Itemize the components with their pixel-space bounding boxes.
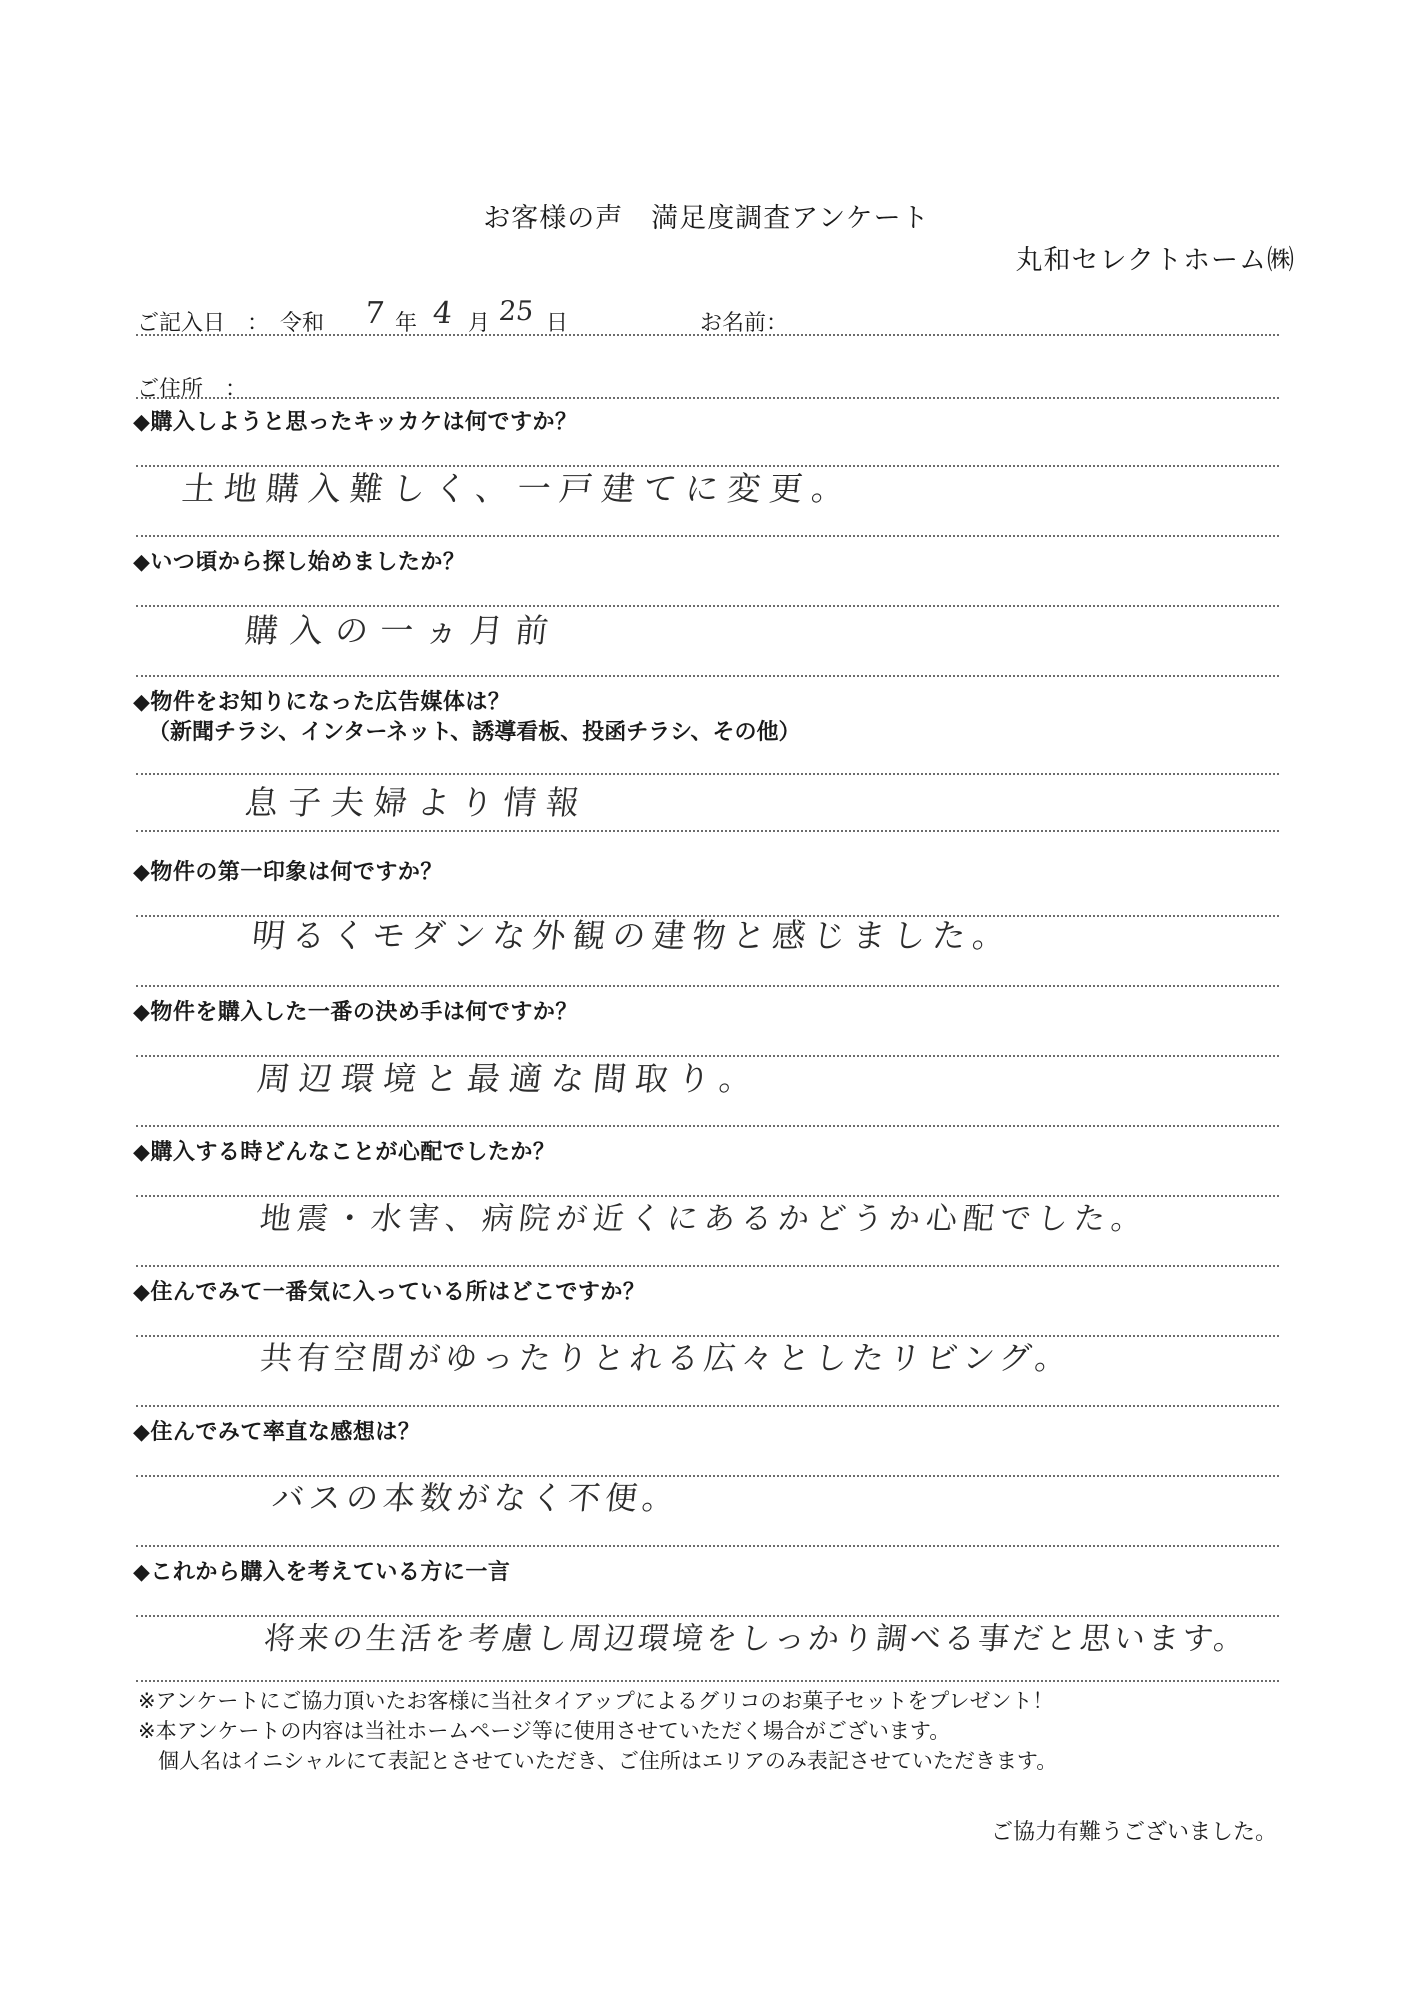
answer-line-1b	[136, 535, 1279, 537]
question-7: ◆住んでみて一番気に入っている所はどこですか？	[133, 1280, 646, 1305]
survey-title: お客様の声 満足度調査アンケート	[483, 203, 930, 234]
answer-1: 土地購入難しく、一戸建てに変更。	[180, 469, 856, 508]
answer-line-6b	[136, 1265, 1279, 1267]
answer-line-5b	[136, 1125, 1279, 1127]
answer-line-9b	[136, 1680, 1279, 1682]
question-1: ◆購入しようと思ったキッカケは何ですか？	[133, 410, 578, 435]
question-3: ◆物件をお知りになった広告媒体は？	[133, 690, 511, 715]
answer-6: 地震・水害、病院が近くにあるかどうか心配でした。	[258, 1201, 1150, 1237]
name-label: お名前：	[700, 311, 789, 336]
question-8: ◆住んでみて率直な感想は？	[133, 1420, 421, 1445]
address-line	[136, 397, 1279, 399]
answer-2: 購入の一ヵ月前	[243, 611, 563, 650]
date-name-line	[136, 334, 1279, 336]
question-3-options: （新聞チラシ、インターネット、誘導看板、投函チラシ、その他）	[148, 720, 801, 745]
answer-8: バスの本数がなく不便。	[270, 1479, 682, 1517]
thanks-message: ご協力有難うございました。	[990, 1820, 1277, 1845]
question-6: ◆購入する時どんなことが心配でしたか？	[133, 1140, 556, 1165]
company-name: 丸和セレクトホーム㈱	[1015, 245, 1295, 276]
question-5: ◆物件を購入した一番の決め手は何ですか？	[133, 1000, 578, 1025]
answer-line-8b	[136, 1545, 1279, 1547]
month-unit: 月	[468, 311, 491, 336]
note-usage: ※本アンケートの内容は当社ホームページ等に使用させていただく場合がございます。	[138, 1719, 951, 1743]
answer-9: 将来の生活を考慮し周辺環境をしっかり調べる事だと思います。	[262, 1621, 1250, 1657]
answer-line-4b	[136, 985, 1279, 987]
year-unit: 年	[395, 311, 418, 336]
answer-line-3b	[136, 830, 1279, 832]
note-privacy: 個人名はイニシャルにて表記とさせていただき、ご住所はエリアのみ表記させていただきます。	[158, 1749, 1058, 1773]
answer-line-3a	[136, 773, 1279, 775]
date-month-value: 4	[431, 296, 454, 331]
answer-line-2b	[136, 675, 1279, 677]
address-label: ご住所 ：	[137, 377, 248, 402]
question-9: ◆これから購入を考えている方に一言	[133, 1560, 511, 1585]
note-present: ※アンケートにご協力頂いたお客様に当社タイアップによるグリコのお菓子セットをプレゼント！	[138, 1689, 1054, 1713]
answer-line-7b	[136, 1405, 1279, 1407]
question-4: ◆物件の第一印象は何ですか？	[133, 860, 443, 885]
date-year-value: 7	[363, 296, 386, 331]
date-label: ご記入日 ： 令和	[137, 311, 325, 336]
day-unit: 日	[546, 311, 569, 336]
answer-7: 共有空間がゆったりとれる広々としたリビング。	[258, 1339, 1074, 1377]
date-day-value: 25	[497, 296, 535, 327]
answer-4: 明るくモダンな外観の建物と感じました。	[250, 916, 1015, 955]
answer-3: 息子夫婦より情報	[243, 783, 592, 822]
answer-5: 周辺環境と最適な間取り。	[255, 1059, 764, 1098]
question-2: ◆いつ頃から探し始めましたか？	[133, 550, 466, 575]
